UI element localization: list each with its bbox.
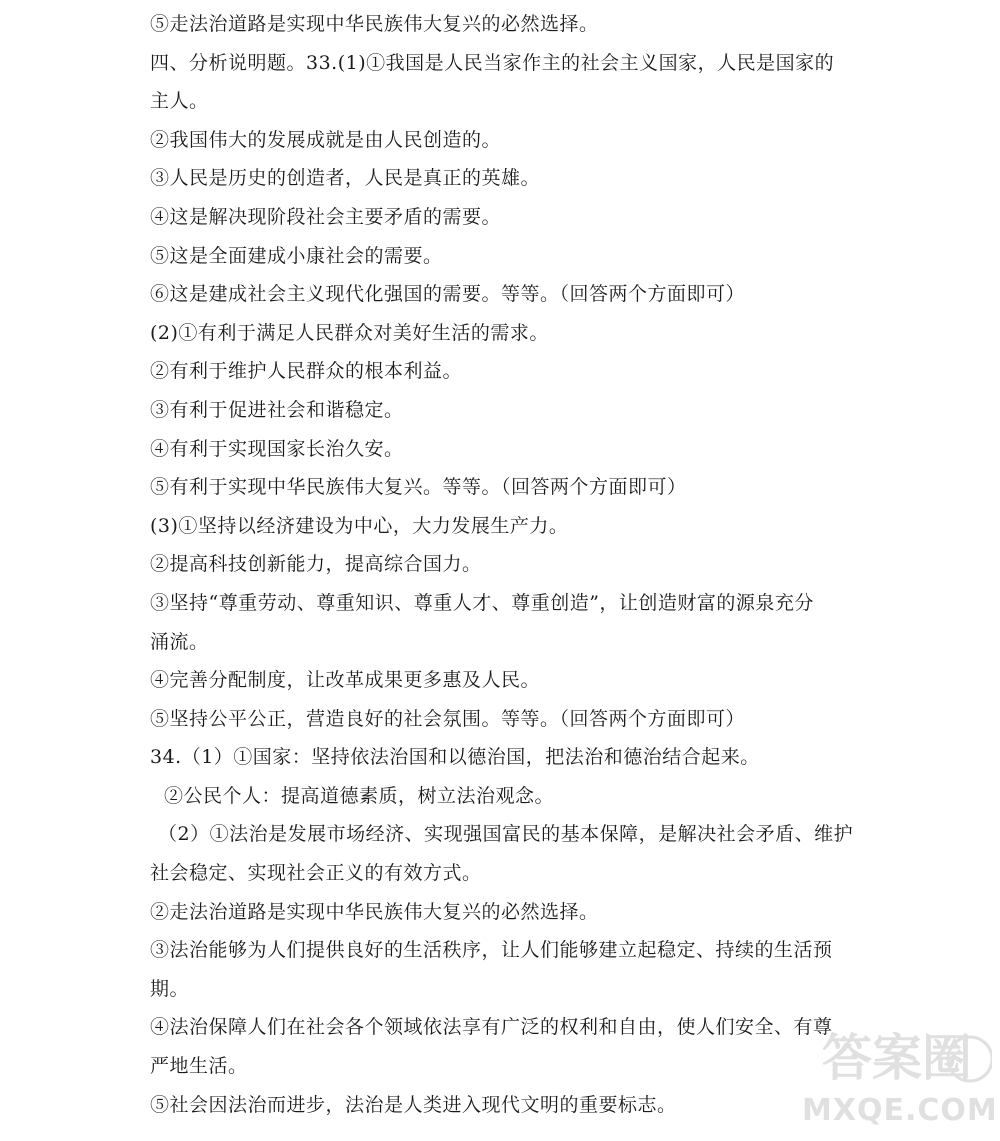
- watermark-graphic: [802, 1023, 992, 1093]
- text-line: ②走法治道路是实现中华民族伟大复兴的必然选择。: [150, 900, 599, 923]
- text-line: ④这是解决现阶段社会主要矛盾的需要。: [150, 205, 502, 228]
- text-line: ③人民是历史的创造者，人民是真正的英雄。: [150, 167, 541, 190]
- watermark-top-text: 答案圈: [822, 1029, 972, 1087]
- text-line: ④法治保障人们在社会各个领域依法享有广泛的权利和自由，使人们安全、有尊: [150, 1016, 833, 1039]
- watermark-bottom-text: MXQE.COM: [802, 1093, 998, 1128]
- text-line: ⑥这是建成社会主义现代化强国的需要。等等。（回答两个方面即可）: [150, 283, 746, 306]
- watermark-logo: [802, 1023, 998, 1133]
- text-line: (2)①有利于满足人民群众对美好生活的需求。: [150, 321, 549, 344]
- text-line: ④完善分配制度，让改革成果更多惠及人民。: [150, 669, 541, 692]
- text-line: 社会稳定、实现社会正义的有效方式。: [150, 862, 482, 885]
- text-line: （2）①法治是发展市场经济、实现强国富民的基本保障，是解决社会矛盾、维护: [158, 823, 854, 846]
- text-line: ⑤社会因法治而进步，法治是人类进入现代文明的重要标志。: [150, 1093, 677, 1116]
- text-line: ③有利于促进社会和谐稳定。: [150, 398, 404, 421]
- text-line: 期。: [150, 977, 190, 1000]
- text-line: ②公民个人：提高道德素质，树立法治观念。: [164, 784, 555, 807]
- text-line: ③法治能够为人们提供良好的生活秩序，让人们能够建立起稳定、持续的生活预: [150, 939, 833, 962]
- text-line: ④有利于实现国家长治久安。: [150, 437, 404, 460]
- text-line: 主人。: [150, 90, 209, 113]
- text-line: ③坚持“尊重劳动、尊重知识、尊重人才、尊重创造”，让创造财富的源泉充分: [150, 591, 814, 614]
- text-line: ②我国伟大的发展成就是由人民创造的。: [150, 128, 502, 151]
- text-line: 涌流。: [150, 630, 209, 653]
- text-line: ⑤坚持公平公正，营造良好的社会氛围。等等。（回答两个方面即可）: [150, 707, 746, 730]
- text-line: ⑤走法治道路是实现中华民族伟大复兴的必然选择。: [150, 13, 599, 35]
- text-line: ②提高科技创新能力，提高综合国力。: [150, 553, 482, 576]
- text-line: 严地生活。: [150, 1055, 248, 1078]
- text-line: (3)①坚持以经济建设为中心，大力发展生产力。: [150, 514, 569, 537]
- text-line: ⑤这是全面建成小康社会的需要。: [150, 244, 443, 267]
- text-line: 34.（1）①国家：坚持依法治国和以德治国，把法治和德治结合起来。: [150, 746, 760, 769]
- text-line: ②有利于维护人民群众的根本利益。: [150, 360, 463, 383]
- text-line: 四、分析说明题。33.(1)①我国是人民当家作主的社会主义国家，人民是国家的: [150, 51, 835, 74]
- text-line: ⑤有利于实现中华民族伟大复兴。等等。（回答两个方面即可）: [150, 476, 687, 499]
